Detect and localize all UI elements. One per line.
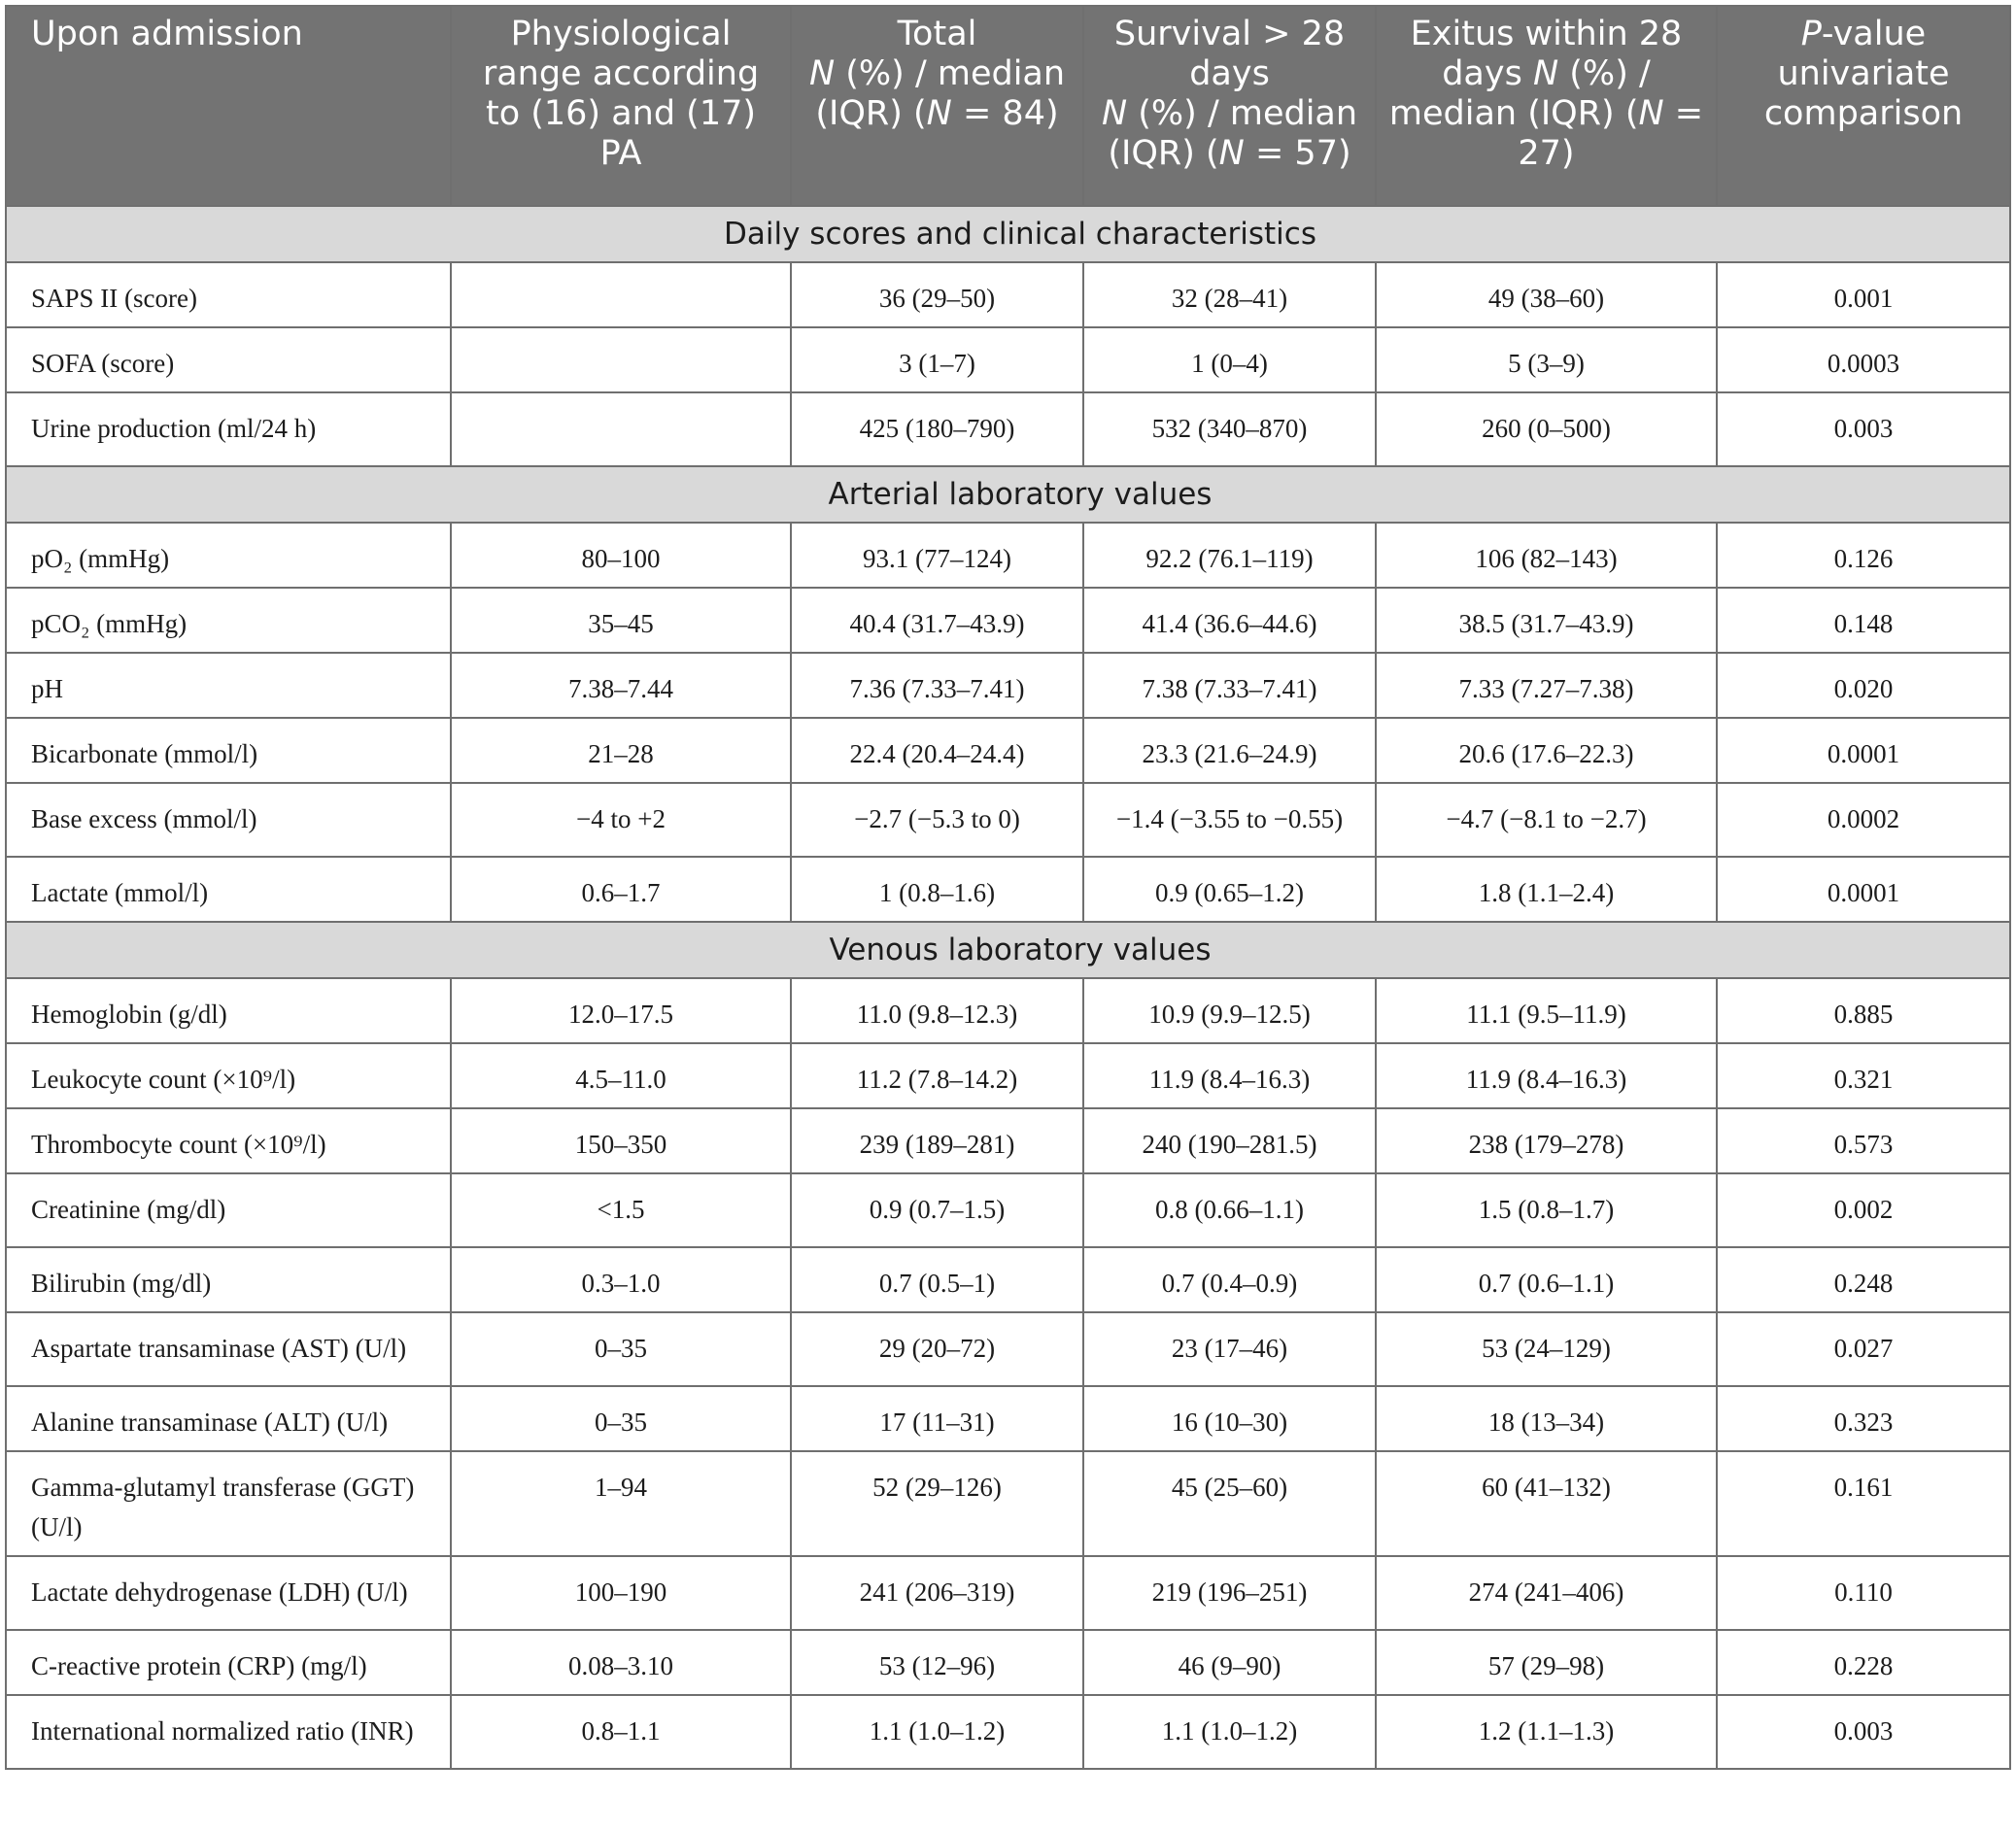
admission-values-table [5,5,2011,1770]
range-cell: 100–190 [451,1556,791,1630]
exitus-cell: 106 (82–143) [1376,523,1717,588]
range-cell: 0–35 [451,1312,791,1386]
p-value-cell: 0.027 [1717,1312,2010,1386]
row-label-cell: Aspartate transaminase (AST) (U/l) [6,1312,451,1386]
exitus-cell: 38.5 (31.7–43.9) [1376,588,1717,653]
row-label-cell: Urine production (ml/24 h) [6,392,451,466]
p-value-cell: 0.148 [1717,588,2010,653]
survival-cell: 16 (10–30) [1083,1386,1376,1451]
total-cell: 0.9 (0.7–1.5) [791,1173,1083,1247]
table-row [6,327,2010,392]
table-row [6,588,2010,653]
header-text: -value univariate comparison [1763,15,1964,133]
exitus-cell: 18 (13–34) [1376,1386,1717,1451]
p-value-cell: 0.323 [1717,1386,2010,1451]
table-row [6,783,2010,857]
header-text: Total [897,15,977,53]
header-text: (%) / median (IQR) ( [1388,54,1651,133]
header-italic: N [926,94,952,133]
p-value-cell: 0.321 [1717,1043,2010,1108]
range-cell: 0–35 [451,1386,791,1451]
survival-cell: −1.4 (−3.55 to −0.55) [1083,783,1376,857]
exitus-cell: 57 (29–98) [1376,1630,1717,1695]
exitus-cell: 274 (241–406) [1376,1556,1717,1630]
table-row [6,1451,2010,1556]
row-label-cell: Hemoglobin (g/dl) [6,978,451,1043]
header-text: (%) / median (IQR) ( [815,54,1066,133]
survival-cell: 240 (190–281.5) [1083,1108,1376,1173]
header-text: = 57) [1244,134,1351,173]
table-row [6,1695,2010,1769]
range-cell [451,327,791,392]
total-cell: 0.7 (0.5–1) [791,1247,1083,1312]
table-row [6,1247,2010,1312]
header-text: Exitus within 28 days [1410,15,1683,93]
table-row [6,718,2010,783]
total-cell: 1 (0.8–1.6) [791,857,1083,922]
exitus-cell: 60 (41–132) [1376,1451,1717,1556]
range-cell: 4.5–11.0 [451,1043,791,1108]
exitus-cell: 1.2 (1.1–1.3) [1376,1695,1717,1769]
exitus-cell: 5 (3–9) [1376,327,1717,392]
table-row [6,1312,2010,1386]
p-value-cell: 0.110 [1717,1556,2010,1630]
row-label-cell: Creatinine (mg/dl) [6,1173,451,1247]
range-cell: −4 to +2 [451,783,791,857]
p-value-cell: 0.126 [1717,523,2010,588]
range-cell: 1–94 [451,1451,791,1556]
p-value-cell: 0.0001 [1717,718,2010,783]
exitus-cell: −4.7 (−8.1 to −2.7) [1376,783,1717,857]
p-value-cell: 0.003 [1717,392,2010,466]
range-cell: 21–28 [451,718,791,783]
survival-cell: 23 (17–46) [1083,1312,1376,1386]
survival-cell: 32 (28–41) [1083,262,1376,327]
table-row [6,1173,2010,1247]
survival-cell: 0.7 (0.4–0.9) [1083,1247,1376,1312]
header-italic: N [1218,134,1245,173]
range-cell: 0.3–1.0 [451,1247,791,1312]
exitus-cell: 238 (179–278) [1376,1108,1717,1173]
survival-cell: 41.4 (36.6–44.6) [1083,588,1376,653]
header-row [6,6,2010,206]
total-cell: 40.4 (31.7–43.9) [791,588,1083,653]
header-text: = 27) [1518,94,1704,173]
p-value-cell: 0.161 [1717,1451,2010,1556]
header-survival [1083,6,1376,206]
survival-cell: 1 (0–4) [1083,327,1376,392]
survival-cell: 45 (25–60) [1083,1451,1376,1556]
table-row [6,1556,2010,1630]
header-total [791,6,1083,206]
header-italic: N [808,54,836,93]
range-cell: 80–100 [451,523,791,588]
survival-cell: 23.3 (21.6–24.9) [1083,718,1376,783]
table-row [6,857,2010,922]
table-row [6,978,2010,1043]
row-label-cell: International normalized ratio (INR) [6,1695,451,1769]
section-header-row [6,922,2010,978]
range-cell: 0.6–1.7 [451,857,791,922]
row-label-cell: Gamma-glutamyl transferase (GGT) (U/l) [6,1451,451,1556]
range-cell: 0.08–3.10 [451,1630,791,1695]
total-cell: 93.1 (77–124) [791,523,1083,588]
table-row [6,653,2010,718]
total-cell: 52 (29–126) [791,1451,1083,1556]
header-text: (%) / median (IQR) ( [1108,94,1358,173]
total-cell: 11.0 (9.8–12.3) [791,978,1083,1043]
p-value-cell: 0.573 [1717,1108,2010,1173]
p-value-cell: 0.885 [1717,978,2010,1043]
row-label-cell: Lactate (mmol/l) [6,857,451,922]
survival-cell: 0.8 (0.66–1.1) [1083,1173,1376,1247]
range-cell: 0.8–1.1 [451,1695,791,1769]
total-cell: 17 (11–31) [791,1386,1083,1451]
table-row [6,1108,2010,1173]
survival-cell: 0.9 (0.65–1.2) [1083,857,1376,922]
row-label-cell: Thrombocyte count (×10⁹/l) [6,1108,451,1173]
table-header [6,6,2010,206]
p-value-cell: 0.0003 [1717,327,2010,392]
total-cell: −2.7 (−5.3 to 0) [791,783,1083,857]
header-italic: N [1101,94,1128,133]
row-label-cell: Bilirubin (mg/dl) [6,1247,451,1312]
table-row [6,392,2010,466]
header-text: = 84) [951,94,1059,133]
range-cell: 12.0–17.5 [451,978,791,1043]
table-row [6,1630,2010,1695]
table-row [6,262,2010,327]
p-value-cell: 0.248 [1717,1247,2010,1312]
table-row [6,1043,2010,1108]
total-cell: 29 (20–72) [791,1312,1083,1386]
row-label-cell: pCO₂ (mmHg) [6,588,451,653]
total-cell: 7.36 (7.33–7.41) [791,653,1083,718]
header-exitus [1376,6,1717,206]
total-cell: 36 (29–50) [791,262,1083,327]
survival-cell: 92.2 (76.1–119) [1083,523,1376,588]
survival-cell: 46 (9–90) [1083,1630,1376,1695]
row-label-cell: Alanine transaminase (ALT) (U/l) [6,1386,451,1451]
survival-cell: 10.9 (9.9–12.5) [1083,978,1376,1043]
range-cell: <1.5 [451,1173,791,1247]
survival-cell: 1.1 (1.0–1.2) [1083,1695,1376,1769]
exitus-cell: 53 (24–129) [1376,1312,1717,1386]
survival-cell: 532 (340–870) [1083,392,1376,466]
survival-cell: 11.9 (8.4–16.3) [1083,1043,1376,1108]
total-cell: 241 (206–319) [791,1556,1083,1630]
header-upon-admission: Upon admission [6,6,451,206]
row-label-cell: Base excess (mmol/l) [6,783,451,857]
row-label-cell: Bicarbonate (mmol/l) [6,718,451,783]
row-label-cell: Leukocyte count (×10⁹/l) [6,1043,451,1108]
range-cell: 7.38–7.44 [451,653,791,718]
table-body [6,206,2010,1769]
exitus-cell: 11.1 (9.5–11.9) [1376,978,1717,1043]
section-header-row [6,466,2010,523]
range-cell [451,392,791,466]
range-cell [451,262,791,327]
header-p-value [1717,6,2010,206]
p-value-cell: 0.001 [1717,262,2010,327]
exitus-cell: 260 (0–500) [1376,392,1717,466]
row-label-cell: SAPS II (score) [6,262,451,327]
row-label-cell: SOFA (score) [6,327,451,392]
exitus-cell: 49 (38–60) [1376,262,1717,327]
p-value-cell: 0.020 [1717,653,2010,718]
total-cell: 22.4 (20.4–24.4) [791,718,1083,783]
survival-cell: 7.38 (7.33–7.41) [1083,653,1376,718]
range-cell: 150–350 [451,1108,791,1173]
total-cell: 1.1 (1.0–1.2) [791,1695,1083,1769]
survival-cell: 219 (196–251) [1083,1556,1376,1630]
exitus-cell: 0.7 (0.6–1.1) [1376,1247,1717,1312]
header-physiological-range: Physiological range according to (16) and (17) PA [451,6,791,206]
row-label-cell: C-reactive protein (CRP) (mg/l) [6,1630,451,1695]
table-row [6,523,2010,588]
section-title: Daily scores and clinical characteristics [6,206,2010,262]
exitus-cell: 7.33 (7.27–7.38) [1376,653,1717,718]
total-cell: 11.2 (7.8–14.2) [791,1043,1083,1108]
total-cell: 239 (189–281) [791,1108,1083,1173]
p-value-cell: 0.003 [1717,1695,2010,1769]
header-text: Survival > 28 days [1113,15,1346,93]
exitus-cell: 1.5 (0.8–1.7) [1376,1173,1717,1247]
exitus-cell: 11.9 (8.4–16.3) [1376,1043,1717,1108]
section-title: Venous laboratory values [6,922,2010,978]
header-italic: N [1638,94,1664,133]
header-italic: N [1532,54,1559,93]
section-title: Arterial laboratory values [6,466,2010,523]
total-cell: 3 (1–7) [791,327,1083,392]
range-cell: 35–45 [451,588,791,653]
p-value-cell: 0.002 [1717,1173,2010,1247]
row-label-cell: pO₂ (mmHg) [6,523,451,588]
table-row [6,1386,2010,1451]
row-label-cell: Lactate dehydrogenase (LDH) (U/l) [6,1556,451,1630]
p-value-cell: 0.0002 [1717,783,2010,857]
section-header-row [6,206,2010,262]
total-cell: 425 (180–790) [791,392,1083,466]
total-cell: 53 (12–96) [791,1630,1083,1695]
exitus-cell: 1.8 (1.1–2.4) [1376,857,1717,922]
p-value-cell: 0.228 [1717,1630,2010,1695]
row-label-cell: pH [6,653,451,718]
exitus-cell: 20.6 (17.6–22.3) [1376,718,1717,783]
header-italic: P [1800,15,1822,53]
p-value-cell: 0.0001 [1717,857,2010,922]
